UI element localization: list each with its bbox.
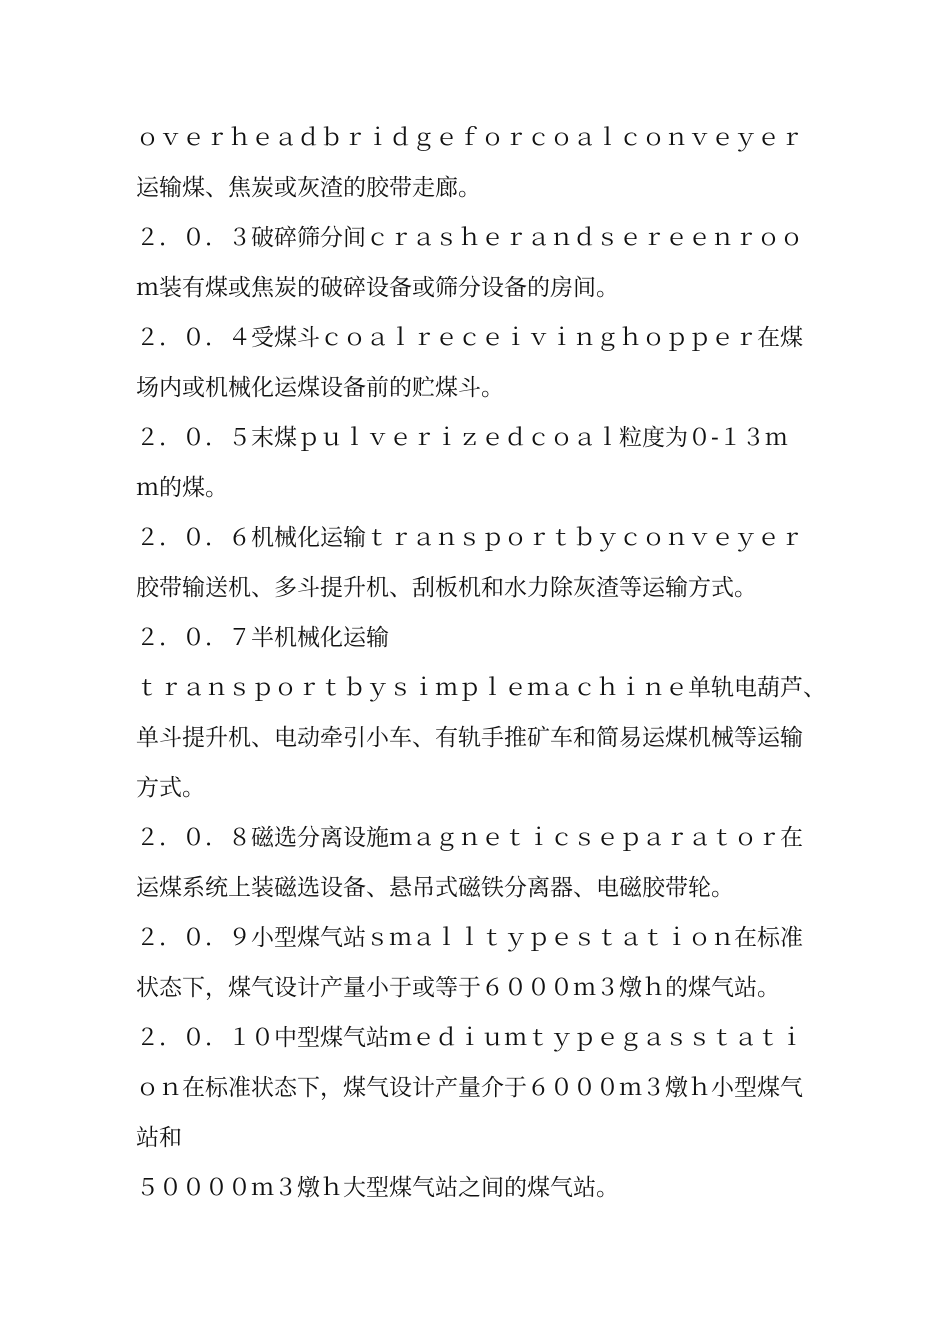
text-line: ２．０．５末煤ｐｕｌｖｅｒｉｚｅｄｃｏａｌ粒度为０-１３ｍ	[136, 425, 788, 451]
text-line: 单斗提升机、电动牵引小车、有轨手推矿车和简易运煤机械等运输	[136, 725, 803, 751]
text-line: 方式。	[136, 775, 205, 801]
text-line: ２．０．４受煤斗ｃｏａｌｒｅｃｅｉｖｉｎｇｈｏｐｐｅｒ在煤	[136, 325, 803, 351]
text-line: ２．０．８磁选分离设施ｍａｇｎｅｔｉｃｓｅｐａｒａｔｏｒ在	[136, 825, 803, 851]
document-body	[136, 120, 856, 1220]
text-line: 胶带输送机、多斗提升机、刮板机和水力除灰渣等运输方式。	[136, 575, 757, 601]
text-line: ｏｖｅｒｈｅａｄｂｒｉｄｇｅｆｏｒｃｏａｌｃｏｎｖｅｙｅｒ	[136, 125, 803, 151]
text-line: 场内或机械化运煤设备前的贮煤斗。	[136, 375, 504, 401]
text-line: ｍ装有煤或焦炭的破碎设备或筛分设备的房间。	[136, 275, 619, 301]
text-line: ２．０．７半机械化运输	[136, 625, 389, 651]
text-line: ｔｒａｎｓｐｏｒｔｂｙｓｉｍｐｌｅｍａｃｈｉｎｅ单轨电葫芦、	[136, 675, 826, 701]
text-line: 站和	[136, 1125, 182, 1151]
text-line: 运输煤、焦炭或灰渣的胶带走廊。	[136, 175, 481, 201]
text-line: ２．０．１０中型煤气站ｍｅｄｉｕｍｔｙｐｅｇａｓｓｔａｔｉ	[136, 1025, 803, 1051]
text-line: ２．０．３破碎筛分间ｃｒａｓｈｅｒａｎｄｓｅｒｅｅｎｒｏｏ	[136, 225, 803, 251]
text-line: ２．０．９小型煤气站ｓｍａｌｌｔｙｐｅｓｔａｔｉｏｎ在标准	[136, 925, 803, 951]
text-line: ５００００ｍ３燉ｈ大型煤气站之间的煤气站。	[136, 1175, 619, 1201]
text-line: ｏｎ在标准状态下，煤气设计产量介于６０００ｍ３燉ｈ小型煤气	[136, 1075, 803, 1101]
text-line: 状态下，煤气设计产量小于或等于６０００ｍ３燉ｈ的煤气站。	[136, 975, 780, 1001]
text-line: 运煤系统上装磁选设备、悬吊式磁铁分离器、电磁胶带轮。	[136, 875, 734, 901]
text-line: ２．０．６机械化运输ｔｒａｎｓｐｏｒｔｂｙｃｏｎｖｅｙｅｒ	[136, 525, 803, 551]
text-line: ｍ的煤。	[136, 475, 228, 501]
